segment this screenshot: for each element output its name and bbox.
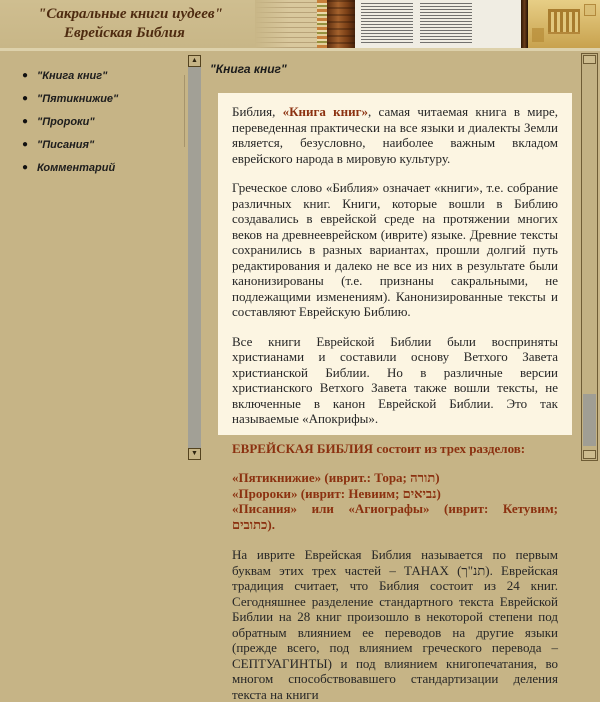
list-item: «Пятикнижие» (иврит.: Тора; תורה) (232, 470, 440, 485)
bullet-icon: ● (22, 93, 29, 104)
site-title: "Сакральные книги иудеев" (38, 6, 223, 22)
site-banner (0, 0, 600, 51)
scroll-down-icon[interactable]: ▼ (188, 448, 201, 460)
scroll-handle (521, 0, 528, 48)
sidebar-item-label: "Писания" (37, 138, 95, 151)
article-panel (218, 93, 572, 702)
bible-sections-list (232, 470, 558, 532)
sidebar-item-kommentariy[interactable] (22, 161, 184, 174)
golden-engraving (528, 0, 600, 48)
engraving-detail (584, 4, 596, 16)
ornament-strip (317, 0, 327, 48)
bullet-icon: ● (22, 162, 29, 173)
hebrew-text-column (420, 3, 472, 45)
sidebar-item-label: Комментарий (37, 161, 116, 174)
section-heading (232, 441, 558, 457)
sidebar-item-proroki[interactable] (22, 115, 184, 128)
page-scrollbar-thumb[interactable] (583, 394, 596, 446)
page-title: "Книга книг" (210, 62, 287, 76)
content-scrollbar[interactable] (188, 55, 201, 460)
sidebar-item-label: "Пророки" (37, 115, 95, 128)
paragraph-text: Библия, (232, 104, 283, 119)
scroll-up-icon[interactable]: ▲ (188, 55, 201, 67)
list-item: «Пророки» (иврит: Невиим; נביאים) (232, 485, 441, 501)
content-frame (201, 52, 580, 702)
torah-scroll-image (255, 0, 600, 48)
paragraph-greek-word: Греческое слово «Библия» означает «книги», т.е. собрание различных книг. Книги, которые вошли в Библию создавались в еврейской среде на протяжении многих веков на древнееврейском (иврите) языке. Древние тексты сохранились в разных вариантах, прошли долгий путь редактирования и далеко не все из них в результате были канонизированы (т.е. признаны сакральными, не подлежащими изменениям). Канонизированные тексты и составляют Еврейскую Библию. (232, 180, 558, 319)
hebrew-text-column (361, 3, 413, 45)
sidebar-item-pisaniya[interactable] (22, 138, 184, 151)
frame-divider-line (184, 75, 185, 147)
site-subtitle: Еврейская Библия (64, 25, 185, 41)
sidebar-item-pyatiknizhie[interactable] (22, 92, 184, 105)
section-heading-strong: ЕВРЕЙСКАЯ БИБЛИЯ (232, 440, 374, 456)
engraving-detail (532, 28, 544, 42)
sidebar-item-label: "Пятикнижие" (37, 92, 119, 105)
paragraph-intro (232, 104, 558, 166)
page-scrollbar[interactable] (581, 53, 598, 461)
page-scroll-up-button[interactable] (583, 55, 596, 64)
highlighted-phrase: «Книга книг» (282, 104, 369, 119)
sidebar-item-kniga-knig[interactable] (22, 69, 184, 82)
paragraph-text: , самая читаемая книга в мире, переведенная практически на все языки и диалекты Земли является, безусловно, наиболее важным вкладом еврейского народа в мировую культуру. (232, 104, 558, 166)
wooden-roller (327, 0, 355, 48)
bullet-icon: ● (22, 139, 29, 150)
page-scroll-down-button[interactable] (583, 450, 596, 459)
temple-illustration (548, 9, 580, 34)
parchment-scroll (355, 0, 521, 48)
bullet-icon: ● (22, 70, 29, 81)
sidebar-nav (0, 52, 184, 465)
nav-list (0, 52, 184, 174)
list-item: «Писания» или «Агиографы» (иврит: Кетувим; כתובים). (232, 501, 558, 532)
section-heading-rest: состоит из трех разделов: (373, 440, 526, 456)
bullet-icon: ● (22, 116, 29, 127)
paragraph-christian-canon: Все книги Еврейской Библии были восприняты христианами и составили основу Ветхого Завета христианской Библии. Но в различные версии христианского Ветхого Завета также вошли тексты, не включенные в канон Еврейской Библии. Это так называемые «Апокрифы». (232, 333, 558, 426)
sidebar-item-label: "Книга книг" (37, 69, 108, 82)
hebrew-manuscript-art (255, 0, 317, 48)
paragraph-tanakh: На иврите Еврейская Библия называется по первым буквам этих трех частей – ТАНАХ (תנ"ך). Еврейская традиция считает, что Библия состоит из 24 книг. Сегодняшнее разделение стандартного текста Еврейской Библии на 28 книг произошло в некоторой степени под обратным влиянием ее переводов на другие языки (прежде всего, под влиянием греческого перевода – СЕПТУАГИНТЫ) и под влиянием книгопечатания, во многом способствовавшего стандартизации деления текста на книги (232, 547, 559, 702)
